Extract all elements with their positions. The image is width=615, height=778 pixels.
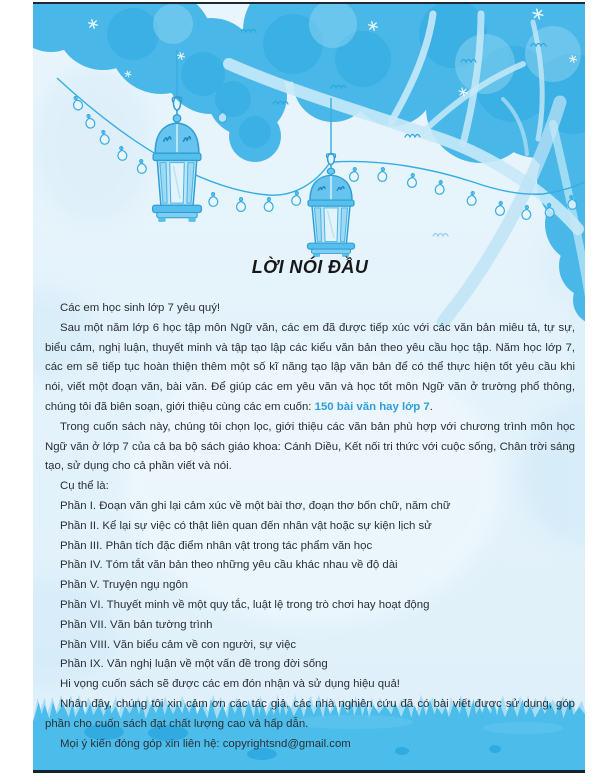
list-intro: Cụ thể là: [60, 480, 109, 493]
paragraph-contact: Mọi ý kiến đóng góp xin liên hệ: copyrightsnd@gmail.com [60, 737, 351, 750]
paragraph-overview: Trong cuốn sách này, chúng tôi chọn lọc, giới thiệu các văn bản phù hợp với chương trình môn học Ngữ văn ở lớp 7 của cả ba bộ sách giáo khoa: Cánh Diều, Kết nối tri thức với cuộc sống, Chân trời sáng tạo, sử dụng cho cả phần viết và nói. [45, 420, 575, 473]
bulb-icon [291, 191, 301, 206]
bulb-icon [349, 167, 359, 182]
paragraph-thanks: Nhân đây, chúng tôi xin cảm ơn các tác giả, các nhà nghiên cứu đã có bài viết được sử dụng, góp phần cho cuốn sách đạt chất lượng cao và hấp dẫn. [45, 697, 575, 730]
bulb-icon [209, 192, 218, 207]
paragraph-intro [45, 319, 575, 418]
book-page [33, 2, 585, 773]
paragraph-hope: Hi vọng cuốn sách sẽ được các em đón nhận và sử dụng hiệu quả! [60, 678, 400, 691]
bulb-icon [264, 197, 273, 212]
part-item: Phần VII. Văn bản tường trình [60, 618, 213, 631]
part-item: Phần VIII. Văn biểu cảm về con người, sự việc [60, 638, 297, 651]
bulb-icon [84, 113, 96, 129]
bulb-icon [467, 190, 478, 205]
book-title-highlight: 150 bài văn hay lớp 7 [314, 400, 430, 413]
part-item: Phần V. Truyện ngụ ngôn [60, 579, 189, 592]
bulb-icon [71, 95, 84, 111]
lantern-icon [153, 97, 202, 222]
preface-content [45, 257, 575, 754]
part-item: Phần VI. Thuyết minh về một quy tắc, luật lệ trong trò chơi hay hoạt động [60, 598, 430, 611]
intro-text-end: . [429, 400, 433, 413]
part-item: Phần I. Đoạn văn ghi lại cảm xúc về một bài thơ, đoạn thơ bốn chữ, năm chữ [60, 499, 451, 512]
part-item: Phần III. Phân tích đặc điểm nhân vật trong tác phẩm văn học [60, 539, 373, 552]
lantern-icon [308, 153, 355, 257]
bulb-icon [99, 129, 110, 145]
bulb-icon [495, 201, 505, 216]
squiggle-mark [433, 234, 448, 237]
bulb-icon [435, 179, 446, 194]
part-item: Phần IX. Văn nghị luận về một vấn đề trong đời sống [60, 658, 328, 671]
part-item: Phần II. Kể lại sự việc có thật liên quan đến nhân vật hoặc sự kiện lịch sử [60, 519, 432, 532]
bulb-icon [117, 145, 128, 160]
bulb-icon [378, 167, 388, 182]
part-item: Phần IV. Tóm tắt văn bản theo những yêu cầu khác nhau về độ dài [60, 559, 398, 572]
paragraph-greeting: Các em học sinh lớp 7 yêu quý! [60, 302, 221, 314]
bulb-icon [237, 197, 246, 211]
bulb-icon [137, 159, 147, 174]
bulb-icon [407, 173, 417, 188]
intro-text: Sau một năm lớp 6 học tập môn Ngữ văn, các em đã được tiếp xúc với các văn bản miêu tả, tự sự, biểu cảm, nghị luận, thuyết minh và tập tạo lập các kiểu văn bản theo yêu cầu học tập. Năm học lớp 7, các em sẽ tiếp tục hoàn thiện thêm một số kĩ năng tạo lập văn bản để có thể thực hiện tốt yêu cầu khi nói, viết một đoạn văn, bài văn. Để giúp các em yêu văn và học tốt môn Ngữ văn ở trường phổ thông, chúng tôi đã biên soạn, giới thiệu cùng các em cuốn: [45, 321, 575, 413]
page-title: LỜI NÓI ĐẦU [251, 257, 369, 277]
